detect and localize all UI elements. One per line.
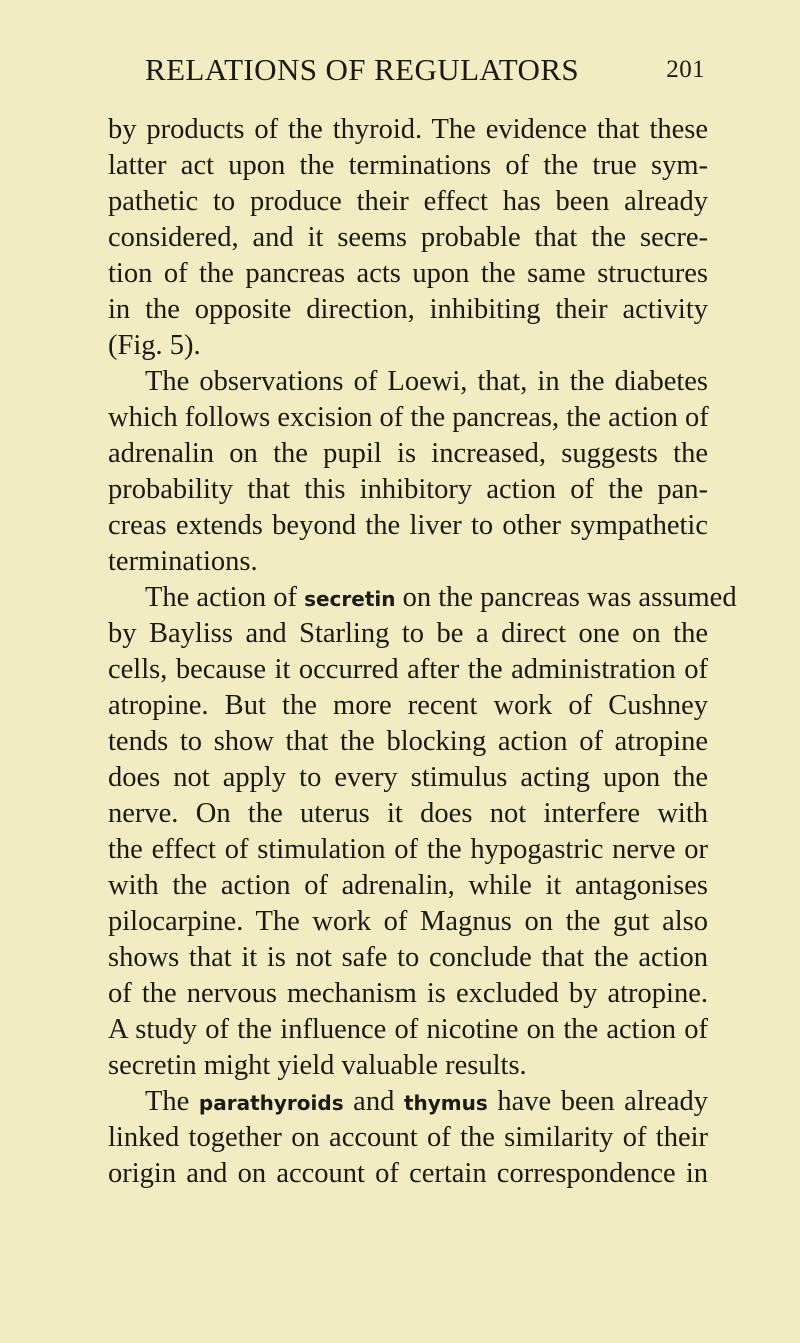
text-line: latter act upon the terminations of the true sym-	[108, 150, 708, 181]
term-thymus: thymus	[403, 1091, 488, 1115]
text-line: probability that this inhibitory action of the pan-	[108, 474, 708, 505]
text-line: terminations.	[108, 546, 258, 577]
paragraph-first-line	[145, 1084, 708, 1121]
text-line: atropine. But the more recent work of Cushney	[108, 690, 708, 721]
text-line: by products of the thyroid. The evidence that these	[108, 114, 708, 145]
paragraph-first-line	[145, 580, 737, 617]
text-line: secretin might yield valuable results.	[108, 1050, 527, 1081]
running-title: RELATIONS OF REGULATORS	[145, 52, 580, 87]
text-line: adrenalin on the pupil is increased, suggests the	[108, 438, 708, 469]
term-secretin: secretin	[304, 587, 396, 611]
text-run: The action of	[145, 582, 305, 613]
text-line: linked together on account of the similarity of their	[108, 1122, 708, 1153]
text-line: tion of the pancreas acts upon the same structures	[108, 258, 708, 289]
text-line: A study of the influence of nicotine on the action of	[108, 1014, 708, 1045]
text-line: in the opposite direction, inhibiting their activity	[108, 294, 708, 325]
text-line: origin and on account of certain correspondence in	[108, 1158, 708, 1189]
text-line: of the nervous mechanism is excluded by atropine.	[108, 978, 708, 1009]
text-line: creas extends beyond the liver to other sympathetic	[108, 510, 708, 541]
term-parathyroids: parathyroids	[198, 1091, 344, 1115]
text-run: on the pancreas was assumed	[395, 582, 737, 613]
text-run: and	[343, 1086, 404, 1117]
text-line: by Bayliss and Starling to be a direct one on the	[108, 618, 708, 649]
text-line: pilocarpine. The work of Magnus on the gut also	[108, 906, 708, 937]
text-run: The	[145, 1086, 199, 1117]
text-line: does not apply to every stimulus acting upon the	[108, 762, 708, 793]
text-line: (Fig. 5).	[108, 330, 201, 361]
text-run: have been already	[487, 1086, 708, 1117]
paragraph-first-line: The observations of Loewi, that, in the diabetes	[145, 366, 708, 397]
text-line: which follows excision of the pancreas, the action of	[108, 402, 709, 433]
text-line: the effect of stimulation of the hypogastric nerve or	[108, 834, 708, 865]
text-line: nerve. On the uterus it does not interfere with	[108, 798, 708, 829]
text-line: considered, and it seems probable that the secre-	[108, 222, 708, 253]
text-line: cells, because it occurred after the administration of	[108, 654, 708, 685]
running-head	[145, 52, 705, 98]
text-line: with the action of adrenalin, while it antagonises	[108, 870, 708, 901]
text-line: tends to show that the blocking action of atropine	[108, 726, 708, 757]
text-line: pathetic to produce their effect has been already	[108, 186, 708, 217]
text-line: shows that it is not safe to conclude that the action	[108, 942, 708, 973]
page-number: 201	[666, 56, 705, 83]
